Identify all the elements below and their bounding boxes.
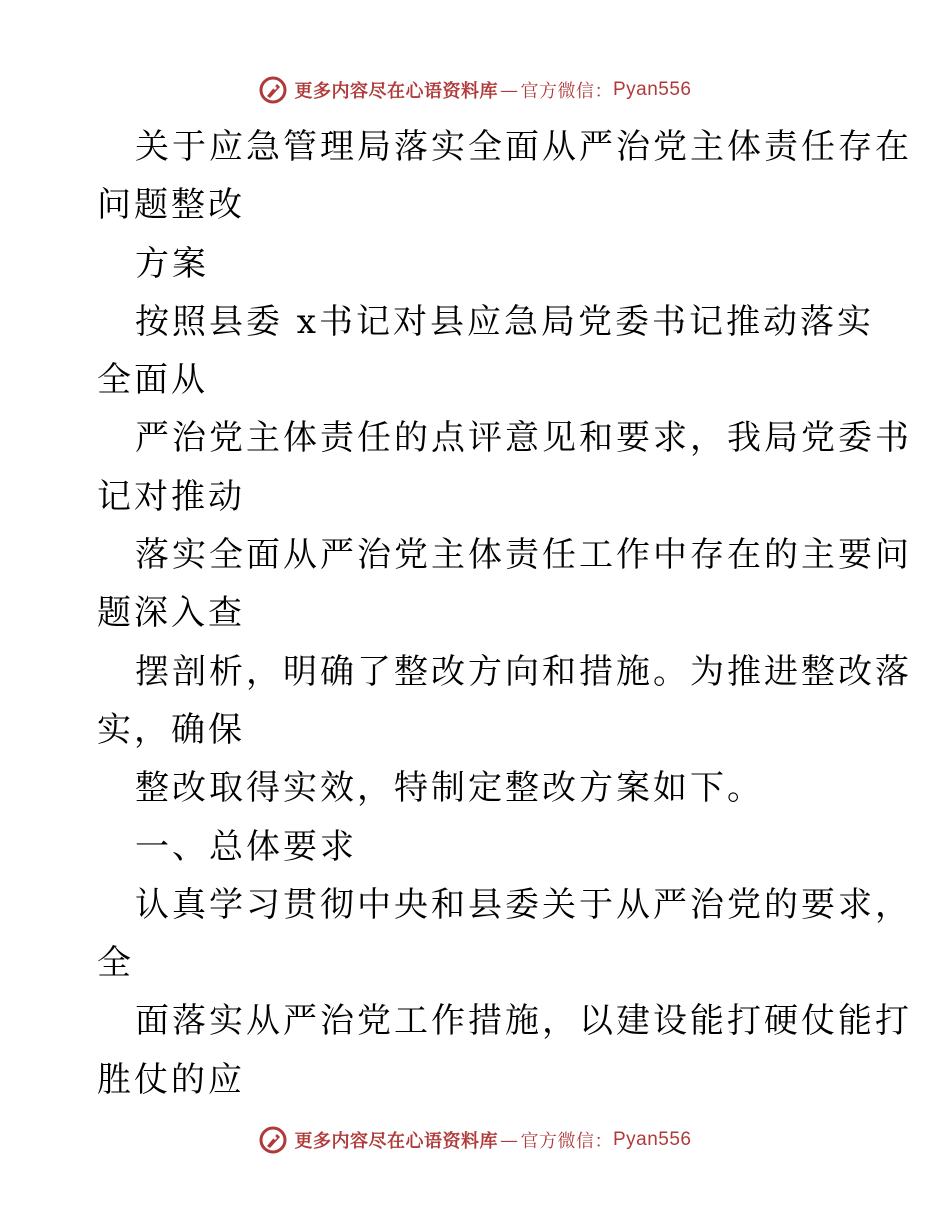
doc-line: 题深入查 xyxy=(97,593,245,634)
doc-line: 记对推动 xyxy=(97,476,245,517)
pen-nib-circle-icon xyxy=(258,75,288,105)
doc-line: 按照县委 x书记对县应急局党委书记推动落实 xyxy=(135,301,874,342)
header-wechat-id: Pyan556 xyxy=(612,79,692,100)
footer-dash: — xyxy=(499,1129,519,1151)
doc-line: 全 xyxy=(97,943,134,984)
doc-line: 一、总体要求 xyxy=(135,826,357,867)
document-body xyxy=(97,118,912,1109)
header-banner xyxy=(0,70,950,110)
doc-line: 实，确保 xyxy=(97,709,245,750)
header-site-name: 更多内容尽在心语资料库 xyxy=(294,81,498,102)
header-dash: — xyxy=(499,79,519,101)
doc-line: 面落实从严治党工作措施，以建设能打硬仗能打 xyxy=(135,1001,912,1042)
pen-nib-circle-icon xyxy=(258,1125,288,1155)
doc-line: 认真学习贯彻中央和县委关于从严治党的要求， xyxy=(135,884,912,925)
header-wechat-label: 官方微信： xyxy=(520,81,613,102)
doc-line: 问题整改 xyxy=(97,185,245,226)
doc-line: 落实全面从严治党主体责任工作中存在的主要问 xyxy=(135,535,912,576)
doc-line: 关于应急管理局落实全面从严治党主体责任存在 xyxy=(135,127,912,167)
doc-line: 严治党主体责任的点评意见和要求，我局党委书 xyxy=(135,418,912,459)
footer-wechat-label: 官方微信： xyxy=(520,1131,613,1152)
footer-site-name: 更多内容尽在心语资料库 xyxy=(294,1131,498,1152)
doc-line: 胜仗的应 xyxy=(97,1059,245,1100)
doc-line: 方案 xyxy=(135,243,209,284)
doc-line: 整改取得实效，特制定整改方案如下。 xyxy=(135,768,764,809)
doc-line: 全面从 xyxy=(97,360,208,401)
footer-banner xyxy=(0,1120,950,1160)
footer-wechat-id: Pyan556 xyxy=(612,1129,692,1150)
doc-line: 摆剖析，明确了整改方向和措施。为推进整改落 xyxy=(135,651,912,692)
